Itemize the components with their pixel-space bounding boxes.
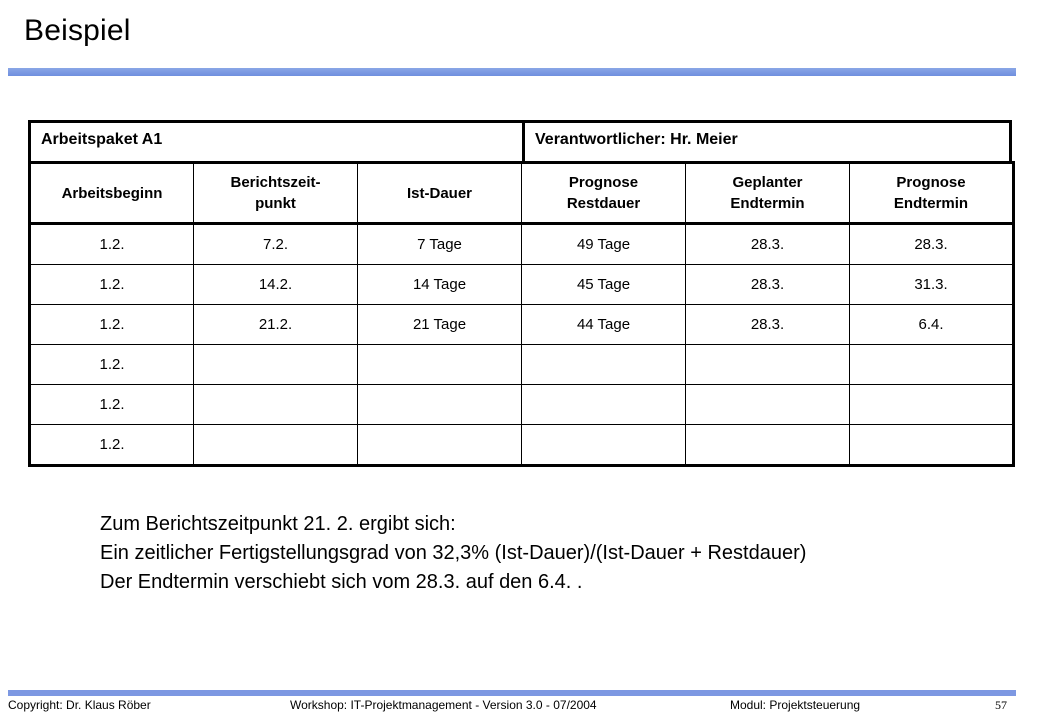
table-cell: 45 Tage: [522, 265, 686, 305]
column-header-line: Restdauer: [566, 195, 641, 212]
table-cell: [850, 385, 1014, 425]
column-header-line: Berichtszeit-: [230, 174, 321, 191]
table-cell: 14 Tage: [358, 265, 522, 305]
column-header: [850, 163, 1014, 224]
responsible-label: Verantwortlicher: Hr. Meier: [535, 131, 738, 148]
footer-module: Modul: Projektsteuerung: [730, 698, 861, 712]
table-cell: 44 Tage: [522, 305, 686, 345]
table-cell: 1.2.: [30, 224, 194, 265]
table-row: [30, 305, 1014, 345]
table-cell: 7 Tage: [358, 224, 522, 265]
table-row: [30, 385, 1014, 425]
summary-line: Ein zeitlicher Fertigstellungsgrad von 32,3% (Ist-Dauer)/(Ist-Dauer + Restdauer): [100, 542, 807, 564]
column-header-line: Ist-Dauer: [406, 184, 473, 202]
table-cell: 1.2.: [30, 425, 194, 466]
column-header-line: punkt: [255, 195, 296, 212]
table-cell: 28.3.: [686, 224, 850, 265]
summary-text: [100, 510, 806, 597]
table-cell: [194, 425, 358, 466]
slide-title: Beispiel: [24, 14, 131, 47]
footer-workshop: Workshop: IT-Projektmanagement - Version 3.0 - 07/2004: [290, 698, 597, 712]
summary-line: Zum Berichtszeitpunkt 21. 2. ergibt sich:: [100, 513, 456, 535]
column-header: [686, 163, 850, 224]
title-divider: [8, 68, 1016, 76]
table-cell: 1.2.: [30, 305, 194, 345]
table-cell: 6.4.: [850, 305, 1014, 345]
table-cell: 28.3.: [686, 305, 850, 345]
table-cell: 1.2.: [30, 385, 194, 425]
page-number: 57: [995, 698, 1007, 712]
table-cell: 14.2.: [194, 265, 358, 305]
table-cell: [358, 345, 522, 385]
table-cell: [686, 345, 850, 385]
column-header: [194, 163, 358, 224]
summary-line: Der Endtermin verschiebt sich vom 28.3. auf den 6.4. .: [100, 571, 583, 593]
column-header-line: Prognose: [896, 174, 966, 191]
column-header: [522, 163, 686, 224]
table-cell: [194, 385, 358, 425]
table-cell: 1.2.: [30, 265, 194, 305]
table-cell: [358, 425, 522, 466]
table-cell: [522, 345, 686, 385]
table-row: [30, 265, 1014, 305]
table-row: [30, 224, 1014, 265]
table-cell: 1.2.: [30, 345, 194, 385]
schedule-grid: [28, 161, 1015, 467]
table-body: [30, 224, 1014, 466]
footer-copyright: Copyright: Dr. Klaus Röber: [8, 698, 151, 712]
column-header: [30, 163, 194, 224]
work-package-table: [28, 120, 1012, 467]
table-cell: 21.2.: [194, 305, 358, 345]
column-header-line: Endtermin: [893, 195, 969, 212]
table-row: [30, 425, 1014, 466]
table-cell: [686, 385, 850, 425]
column-header-line: Geplanter: [732, 174, 803, 191]
footer-divider: [8, 690, 1016, 696]
table-cell: [358, 385, 522, 425]
work-package-label: Arbeitspaket A1: [31, 123, 525, 161]
table-row: [30, 345, 1014, 385]
column-header-row: [30, 163, 1014, 224]
table-cell: 21 Tage: [358, 305, 522, 345]
column-header-line: Prognose: [568, 174, 639, 191]
table-header-bar: [28, 120, 1012, 161]
table-cell: 28.3.: [850, 224, 1014, 265]
table-cell: 31.3.: [850, 265, 1014, 305]
table-cell: 7.2.: [194, 224, 358, 265]
table-cell: [522, 385, 686, 425]
table-cell: [850, 425, 1014, 466]
table-cell: [686, 425, 850, 466]
table-cell: [850, 345, 1014, 385]
table-cell: 49 Tage: [522, 224, 686, 265]
table-cell: [194, 345, 358, 385]
table-cell: 28.3.: [686, 265, 850, 305]
column-header-line: Endtermin: [730, 195, 805, 212]
column-header: [358, 163, 522, 224]
column-header-line: Arbeitsbeginn: [61, 184, 163, 202]
table-cell: [522, 425, 686, 466]
